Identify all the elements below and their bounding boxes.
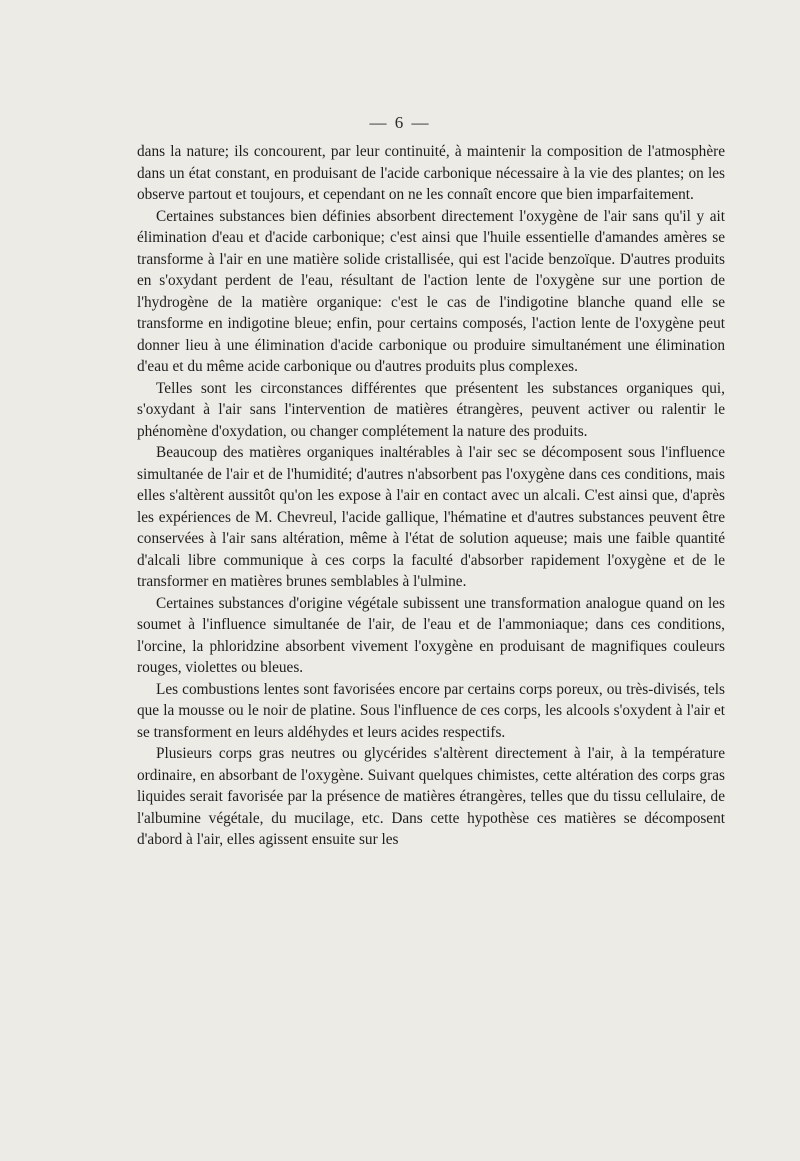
paragraph-6: Les combustions lentes sont favorisées encore par certains corps poreux, ou très-divisés, tels que la mousse ou le noir de platine. Sous l'influence de ces corps, les alcools s'oxydent à l'air et se transforment en leurs aldéhydes et leurs acides respectifs. [137, 680, 725, 741]
paragraph-3: Telles sont les circonstances différentes que présentent les substances organiques qui, s'oxydant à l'air sans l'intervention de matières étrangères, peuvent activer ou ralentir le phénomène d'oxydation, ou changer complétement la nature des produits. [137, 379, 725, 440]
paragraph-2: Certaines substances bien définies absorbent directement l'oxygène de l'air sans qu'il y ait élimination d'eau et d'acide carbonique; c'est ainsi que l'huile essentielle d'amandes amères se transforme à l'air en une matière solide cristallisée, qui est l'acide benzoïque. D'autres produits en s'oxydant perdent de l'eau, résultant de l'action lente de l'oxygène sur une portion de l'hydrogène de la matière organique: c'est le cas de l'indigotine blanche quand elle se transforme en indigotine bleue; enfin, pour certains composés, l'action lente de l'oxygène peut donner lieu à une élimination d'acide carbonique ou produire simultanément une élimination d'eau et du même acide carbonique ou d'autres produits plus complexes. [137, 207, 725, 375]
paragraph-7: Plusieurs corps gras neutres ou glycérides s'altèrent directement à l'air, à la température ordinaire, en absorbant de l'oxygène. Suivant quelques chimistes, cette altération des corps gras liquides serait favorisée par la présence de matières étrangères, telles que du tissu cellulaire, de l'albumine végétale, du mucilage, etc. Dans cette hypothèse ces matières se décomposent d'abord à l'air, elles agissent ensuite sur les [137, 745, 725, 848]
body-text [137, 141, 725, 851]
paragraph-1: dans la nature; ils concourent, par leur continuité, à maintenir la composition de l'atmosphère dans un état constant, en produisant de l'acide carbonique nécessaire à la vie des plantes; on les observe partout et toujours, et cependant on ne les connaît encore que bien imparfaitement. [137, 143, 725, 203]
paragraph-4: Beaucoup des matières organiques inaltérables à l'air sec se décomposent sous l'influence simultanée de l'air et de l'humidité; d'autres n'absorbent pas l'oxygène dans ces conditions, mais elles s'altèrent aussitôt qu'on les expose à l'air en contact avec un alcali. C'est ainsi que, d'après les expériences de M. Chevreul, l'acide gallique, l'hématine et d'autres substances peuvent être conservées à l'air sans altération, même à l'état de solution aqueuse; mais une faible quantité d'alcali libre communique à ces corps la faculté d'absorber rapidement l'oxygène et de le transformer en matières brunes semblables à l'ulmine. [137, 444, 725, 590]
page-number: — 6 — [369, 113, 431, 132]
paragraph-5: Certaines substances d'origine végétale subissent une transformation analogue quand on les soumet à l'influence simultanée de l'air, de l'eau et de l'ammoniaque; dans ces conditions, l'orcine, la phloridzine absorbent vivement l'oxygène en produisant de magnifiques couleurs rouges, violettes ou bleues. [137, 594, 725, 676]
